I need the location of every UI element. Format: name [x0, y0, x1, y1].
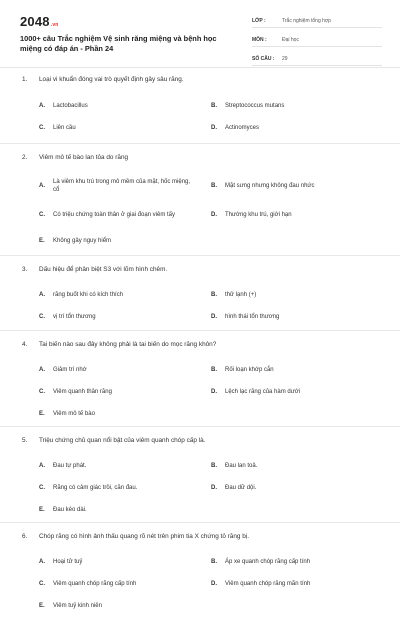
header-divider	[0, 67, 400, 68]
question-text: Triệu chứng chủ quan nổi bật của viêm quanh chóp cấp là.	[39, 437, 206, 444]
option-letter: B.	[211, 103, 217, 109]
option-e[interactable]	[39, 403, 211, 425]
option-d[interactable]	[211, 573, 383, 595]
option-text: Viêm quanh chóp răng cấp tính	[53, 581, 137, 587]
option-letter: C.	[39, 212, 45, 218]
option-a[interactable]	[39, 172, 211, 200]
option-text: Viêm tuỷ kinh niên	[53, 603, 102, 609]
option-text: Hoại tử tuỷ	[53, 559, 83, 565]
option-letter: A.	[39, 367, 45, 373]
option-text: thử lạnh (+)	[225, 292, 257, 298]
question-3	[0, 256, 400, 330]
option-c[interactable]	[39, 117, 211, 139]
option-text: hình thái tổn thương	[225, 314, 280, 320]
option-text: Răng có cảm giác trồi, căn đau.	[53, 485, 138, 491]
option-text: Viêm quanh chóp răng mãn tính	[225, 581, 311, 587]
option-a[interactable]	[39, 284, 211, 306]
option-text: Đau lan toả.	[225, 463, 258, 469]
option-text: Viêm mô tế bào	[53, 411, 95, 417]
option-text: răng buốt khi có kích thích	[53, 292, 124, 298]
option-letter: A.	[39, 559, 45, 565]
option-letter: C.	[39, 581, 45, 587]
option-text: Đau dữ dội.	[225, 485, 257, 491]
option-letter: D.	[211, 314, 217, 320]
question-text: Chóp răng có hình ảnh thấu quang rõ nét trên phim tia X chứng tỏ răng bị.	[39, 533, 249, 540]
option-c[interactable]	[39, 477, 211, 499]
option-text: Liên cầu	[53, 125, 76, 131]
option-letter: C.	[39, 389, 45, 395]
option-b[interactable]	[211, 551, 383, 573]
meta-label: MÔN :	[252, 36, 267, 43]
option-letter: D.	[211, 581, 217, 587]
option-text: Đau kéo dài.	[53, 507, 87, 513]
meta-label: LỚP :	[252, 17, 266, 24]
option-b[interactable]	[211, 359, 383, 381]
option-letter: A.	[39, 463, 45, 469]
option-d[interactable]	[211, 306, 383, 328]
question-4	[0, 331, 400, 426]
question-2	[0, 144, 400, 255]
question-number: 6.	[22, 533, 28, 540]
option-letter: A.	[39, 183, 45, 189]
option-c[interactable]	[39, 200, 211, 230]
question-5	[0, 427, 400, 522]
question-text: Dấu hiệu để phân biệt S3 với lõm hình chêm.	[39, 266, 168, 273]
option-c[interactable]	[39, 573, 211, 595]
option-text: Không gây nguy hiểm	[53, 238, 112, 244]
option-text: Có triệu chứng toàn thân ở giai đoạn viêm tấy	[53, 212, 176, 218]
option-d[interactable]	[211, 117, 383, 139]
question-text: Viêm mô tế bào lan tỏa do răng	[39, 154, 129, 161]
option-letter: E.	[39, 603, 45, 609]
option-b[interactable]	[211, 95, 383, 117]
option-letter: D.	[211, 212, 217, 218]
option-text: Actinomyces	[225, 125, 260, 131]
option-letter: C.	[39, 314, 45, 320]
page-header	[0, 0, 400, 68]
option-d[interactable]	[211, 381, 383, 403]
option-b[interactable]	[211, 284, 383, 306]
option-b[interactable]	[211, 172, 383, 200]
logo-suffix: .vn	[50, 22, 59, 28]
option-letter: B.	[211, 463, 217, 469]
option-text: Là viêm khu trú trong mô mềm của mặt, hốc miệng, cổ	[53, 179, 191, 193]
option-text: Streptococcus mutans	[225, 103, 285, 109]
question-number: 1.	[22, 76, 28, 83]
option-letter: B.	[211, 367, 217, 373]
option-a[interactable]	[39, 95, 211, 117]
site-logo[interactable]	[20, 14, 59, 29]
quiz-meta	[252, 14, 382, 71]
option-letter: A.	[39, 103, 45, 109]
option-text: Áp xe quanh chóp răng cấp tính	[225, 559, 311, 565]
meta-value: Đại học	[282, 36, 299, 43]
option-d[interactable]	[211, 200, 383, 230]
option-letter: B.	[211, 559, 217, 565]
option-b[interactable]	[211, 455, 383, 477]
option-text: Rối loạn khớp cắn	[225, 367, 274, 373]
option-text: Lactobacillus	[53, 103, 88, 109]
meta-row-subject	[252, 33, 382, 47]
option-letter: D.	[211, 485, 217, 491]
question-text: Loại vi khuẩn đóng vai trò quyết định gây sâu răng.	[39, 76, 184, 83]
option-d[interactable]	[211, 477, 383, 499]
option-text: Giảm trí nhớ	[53, 367, 87, 373]
meta-value: 29	[282, 55, 288, 62]
question-number: 2.	[22, 154, 28, 161]
logo-main: 2048	[20, 14, 50, 29]
question-text: Tai biến nào sau đây không phải là tai biến do mọc răng khôn?	[39, 341, 217, 348]
option-a[interactable]	[39, 551, 211, 573]
option-c[interactable]	[39, 306, 211, 328]
option-letter: C.	[39, 125, 45, 131]
option-letter: E.	[39, 238, 45, 244]
meta-value: Trắc nghiệm tổng hợp	[282, 17, 331, 24]
option-text: Mặt sưng nhưng không đau nhức	[225, 183, 315, 189]
option-text: Lệch lạc răng của hàm dưới	[225, 389, 300, 395]
question-number: 3.	[22, 266, 28, 273]
option-text: Thường khu trú, giới hạn	[225, 212, 292, 218]
option-letter: C.	[39, 485, 45, 491]
option-text: Đau tự phát.	[53, 463, 87, 469]
question-list	[0, 76, 400, 618]
option-letter: B.	[211, 183, 217, 189]
option-letter: E.	[39, 411, 45, 417]
option-a[interactable]	[39, 359, 211, 381]
option-c[interactable]	[39, 381, 211, 403]
option-letter: E.	[39, 507, 45, 513]
meta-row-count	[252, 52, 382, 66]
question-number: 5.	[22, 437, 28, 444]
option-text: vị trí tổn thương	[53, 314, 96, 320]
option-e[interactable]	[39, 595, 211, 617]
option-letter: A.	[39, 292, 45, 298]
option-text: Viêm quanh thân răng	[53, 389, 112, 395]
meta-row-class	[252, 14, 382, 28]
option-letter: D.	[211, 125, 217, 131]
question-number: 4.	[22, 341, 28, 348]
option-e[interactable]	[39, 499, 211, 521]
question-1	[0, 76, 400, 143]
option-e[interactable]	[39, 230, 211, 252]
option-a[interactable]	[39, 455, 211, 477]
meta-label: SỐ CÂU :	[252, 55, 275, 62]
option-letter: B.	[211, 292, 217, 298]
option-letter: D.	[211, 389, 217, 395]
page-title: 1000+ câu Trắc nghiệm Vệ sinh răng miệng và bệnh học miệng có đáp án - Phần 24	[20, 34, 217, 53]
question-6	[0, 523, 400, 618]
